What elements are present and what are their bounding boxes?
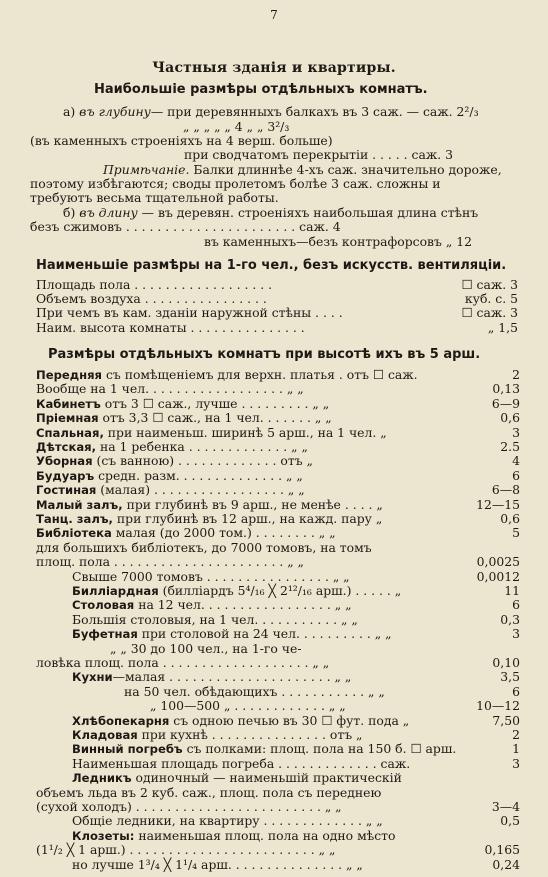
row-value: 3 [512,425,520,440]
row-text: при столовой на 24 чел. . . . . . . . . . „ „ [137,626,392,641]
page-number: 7 [270,8,278,22]
text-line: для большихъ библіотекъ, до 7000 томовъ, на томъ [36,540,372,555]
text-line: объемъ льда въ 2 куб. саж., площ. пола съ переднею [36,785,382,800]
table-row [72,770,402,786]
row-text: средн. разм. . . . . . . . . . . . . . „ „ [94,468,303,483]
table-row [36,453,313,469]
room-name: Спальная, [36,426,104,440]
row-value: 3 [512,756,520,771]
room-name: Клозеты: [72,829,135,843]
room-name: Кладовая [72,728,138,742]
row-value: 5 [512,525,520,540]
note-line: требуютъ весьма тщательной работы. [30,190,279,205]
row-text: при кухнѣ . . . . . . . . . . . . . . . отъ „ [137,727,363,742]
row-value: 6 [512,684,520,699]
text-line: въ каменныхъ—безъ контрафорсовъ „ 12 [204,234,472,249]
row-text: съ помѣщеніемъ для верхн. платья . отъ ☐ саж. [102,367,418,382]
table-row [36,842,335,857]
room-name: Столовая [72,598,135,612]
table-row [150,698,346,713]
table-row [72,669,351,685]
row-text: Вообще на 1 чел. . . . . . . . . . . . . . . . . . „ „ [36,381,304,396]
row-text: при глубинѣ въ 12 арш., на кажд. пару „ [112,511,383,526]
row-text: съ полками: площ. пола на 150 б. ☐ арш. [182,741,457,756]
list-value: „ 1,5 [487,320,518,335]
row-text: одиночный — наименьшій практическій [131,770,402,785]
row-value: 11 [504,583,520,598]
row-value: 0,0025 [476,554,520,569]
row-text: но лучше 1³/₄ ╳ 1¹/₄ арш. . . . . . . . . . . . . . . „ „ [72,857,363,872]
row-text: наименьшая площ. пола на одно мѣсто [134,828,396,843]
text-line: при сводчатомъ перекрытіи . . . . . саж. 3 [184,147,454,162]
row-value: 0,24 [492,857,520,872]
row-text: на 50 чел. обѣдающихъ . . . . . . . . . . . „ „ [124,684,385,699]
row-text: отъ 3,3 ☐ саж., на 1 чел. . . . . . . „ „ [98,410,332,425]
row-text: (съ ванною) . . . . . . . . . . . . . отъ „ [92,453,313,468]
row-text: Свыше 7000 томовъ . . . . . . . . . . . . . . . . „ „ [72,569,350,584]
row-value: 6—9 [491,396,520,411]
row-text: при глубинѣ въ 9 арш., не менѣе . . . . „ [122,497,383,512]
row-value: 0,5 [500,813,520,828]
table-row [36,655,329,670]
table-row [72,626,392,642]
room-name: Дѣтская, [36,440,96,454]
row-value: 3,5 [500,669,520,684]
table-row [72,857,363,872]
room-name: Билліардная [72,584,159,598]
room-name: Буфетная [72,627,138,641]
row-value: 0,165 [484,842,520,857]
room-name: Кабинетъ [36,397,101,411]
table-row [72,813,383,828]
room-name: Ледникъ [72,771,132,785]
row-text: (1¹/₂ ╳ 1 арш.) . . . . . . . . . . . . . . . . . . . . . . . . „ „ [36,842,336,857]
row-value: 3—4 [491,799,520,814]
row-value: 0,6 [500,410,520,425]
room-name: Танц. залъ, [36,512,113,526]
row-text: отъ 3 ☐ саж., лучше . . . . . . . . . „ „ [100,396,330,411]
row-text: малая (до 2000 том.) . . . . . . . . „ „ [111,525,336,540]
table-row [36,525,336,541]
text-line: а) въ глубину— при деревянныхъ балкахъ въ 3 саж. — саж. 2²/₃ [63,104,479,119]
text-line: (въ каменныхъ строеніяхъ на 4 верш. больше) [30,133,333,148]
room-name: Кухни [72,670,113,684]
row-value: 4 [512,453,520,468]
row-value: 3 [512,626,520,641]
text-line: б) въ длину — въ деревян. строеніяхъ наибольшая длина стѣнъ [63,205,479,220]
row-value: 0,10 [492,655,520,670]
row-text: Общіе ледники, на квартиру . . . . . . . . . . . . . „ „ [72,813,383,828]
table-row [36,554,304,569]
row-value: 6 [512,597,520,612]
row-text: (малая) . . . . . . . . . . . . . . . . . „ „ [96,482,305,497]
row-value: 10—12 [476,698,520,713]
note-line: Примѣчаніе. Балки длиннѣе 4-хъ саж. значительно дороже, [103,162,502,177]
row-value: 0,13 [492,381,520,396]
row-value: 0,0012 [476,569,520,584]
room-name: Пріемная [36,411,99,425]
row-value: 2.5 [500,439,520,454]
list-value: ☐ саж. 3 [461,277,518,292]
table-row [72,756,410,771]
list-item: Наим. высота комнаты . . . . . . . . . . . . . . . [36,320,305,335]
section-heading-room-sizes: Размѣры отдѣльныхъ комнатъ при высотѣ ихъ въ 5 арш. [48,347,481,362]
row-value: 12—15 [476,497,520,512]
room-name: Малый залъ, [36,498,123,512]
row-value: 0,3 [500,612,520,627]
row-text: ловѣка площ. пола . . . . . . . . . . . . . . . . . . . „ „ [36,655,330,670]
room-name: Будуаръ [36,469,95,483]
list-value: ☐ саж. 3 [461,305,518,320]
row-value: 2 [512,367,520,382]
row-text: площ. пола . . . . . . . . . . . . . . . . . . . . . . „ „ [36,554,304,569]
page-title: Частныя зданія и квартиры. [152,60,396,76]
row-text: „ 100—500 „ . . . . . . . . . . . . „ „ [150,698,346,713]
text-line: „ „ 30 до 100 чел., на 1-го че- [110,641,302,656]
row-text: на 12 чел. . . . . . . . . . . . . . . . . „ „ [134,597,352,612]
row-text: Наименьшая площадь погреба . . . . . . . . . . . . . саж. [72,756,411,771]
row-text: (сухой холодъ) . . . . . . . . . . . . . . . . . . . . . . . . „ „ [36,799,342,814]
table-row [36,799,342,814]
table-row [36,410,332,426]
table-row [72,741,456,757]
row-value: 2 [512,727,520,742]
room-name: Передняя [36,368,102,382]
section-heading-max-sizes: Наибольшіе размѣры отдѣльныхъ комнатъ. [94,82,428,97]
list-value: куб. с. 5 [464,291,518,306]
text-line: „ „ „ „ „ 4 „ „ 3²/₃ [183,119,290,134]
table-row [36,381,304,396]
table-row [72,612,358,627]
row-text: Большія столовыя, на 1 чел. . . . . . . . . . . „ „ [72,612,358,627]
table-row [124,684,385,699]
room-name: Винный погребъ [72,742,183,756]
note-line: поэтому избѣгаются; своды пролетомъ болѣе 3 саж. сложны и [30,176,441,191]
row-value: 6 [512,468,520,483]
row-value: 1 [512,741,520,756]
row-text: (билліардъ 5⁴/₁₆ ╳ 2¹²/₁₆ арш.) . . . . . „ [158,583,402,598]
room-name: Библіотека [36,526,112,540]
text-line: безъ сжимовъ . . . . . . . . . . . . . . . . . . . . . . саж. 4 [30,219,341,234]
row-value: 7,50 [492,713,520,728]
room-name: Гостиная [36,483,97,497]
list-item: При чемъ въ кам. зданіи наружной стѣны . . . . [36,305,343,320]
row-text: на 1 ребенка . . . . . . . . . . . . . „ „ [96,439,308,454]
row-value: 0,6 [500,511,520,526]
list-item: Объемъ воздуха . . . . . . . . . . . . . . . . [36,291,267,306]
table-row [72,569,350,584]
table-row [72,597,352,613]
row-text: —малая . . . . . . . . . . . . . . . . . . . . . „ „ [112,669,352,684]
row-value: 6—8 [491,482,520,497]
list-item: Площадь пола . . . . . . . . . . . . . . . . . . [36,277,273,292]
room-name: Хлѣбопекарня [72,714,170,728]
row-text: съ одною печью въ 30 ☐ фут. пода „ [169,713,410,728]
room-name: Уборная [36,454,93,468]
section-heading-min-sizes: Наименьшіе размѣры на 1-го чел., безъ искусств. вентиляціи. [36,258,507,273]
table-row [36,482,305,498]
row-text: при наименьш. ширинѣ 5 арш., на 1 чел. „ [103,425,387,440]
